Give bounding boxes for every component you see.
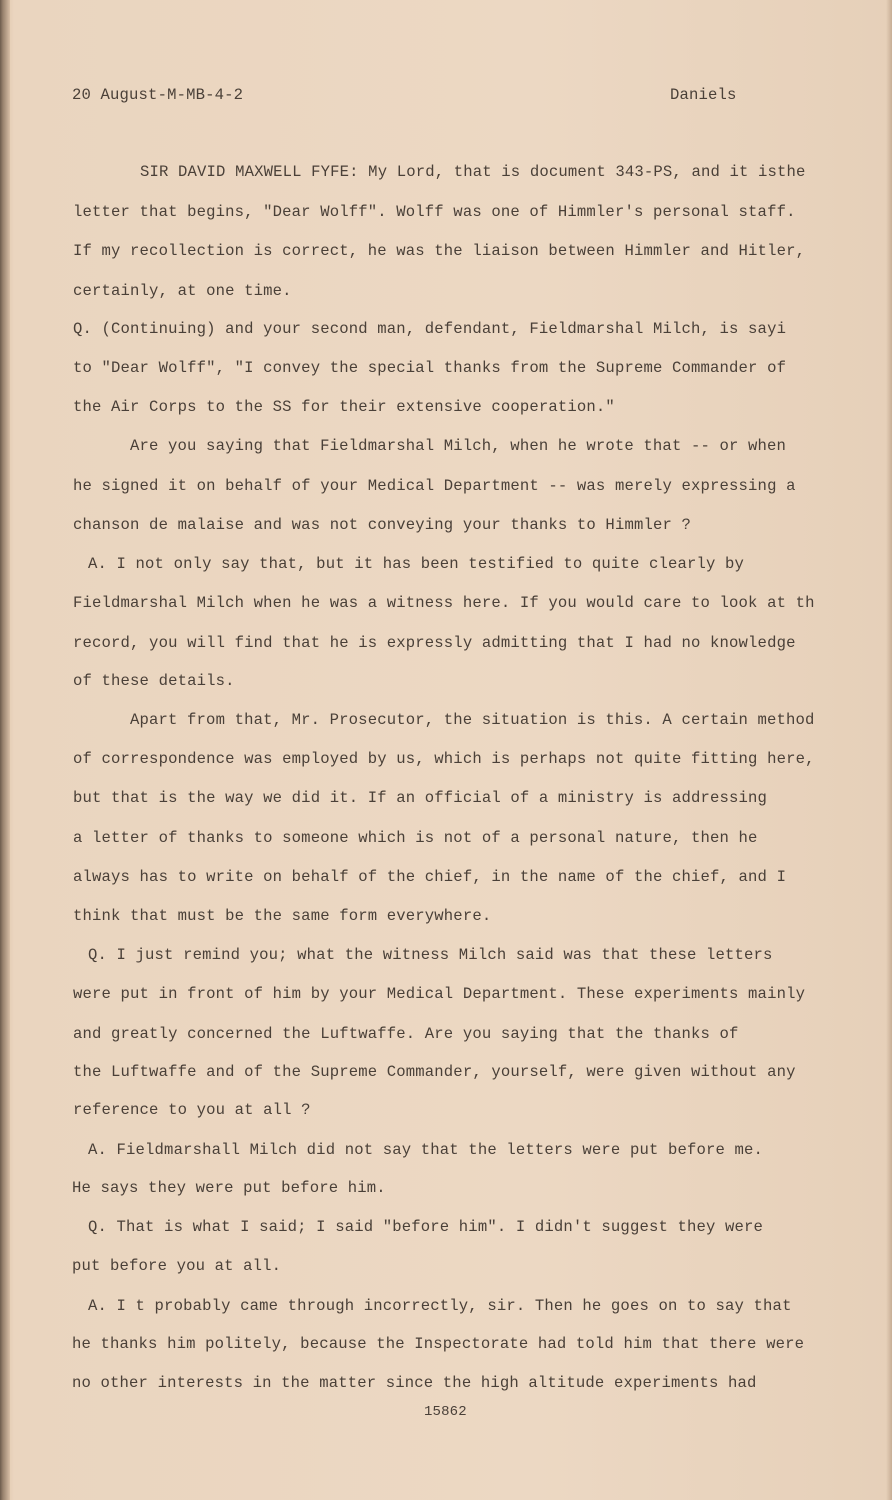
text-line-1: SIR DAVID MAXWELL FYFE: My Lord, that is document 343-PS, and it isthe	[140, 163, 806, 181]
text-line-12: Fieldmarshal Milch when he was a witness here. If you would care to look at th	[73, 594, 815, 612]
text-line-5: Q. (Continuing) and your second man, defendant, Fieldmarshal Milch, is sayi	[73, 320, 787, 338]
text-line-32: no other interests in the matter since the high altitude experiments had	[72, 1374, 757, 1392]
text-line-4: certainly, at one time.	[73, 282, 292, 300]
page-right-edge	[886, 0, 892, 1500]
text-line-10: chanson de malaise and was not conveying your thanks to Himmler ?	[73, 516, 692, 534]
text-line-24: the Luftwaffe and of the Supreme Commander, yourself, were given without any	[73, 1063, 796, 1081]
text-line-7: the Air Corps to the SS for their extensive cooperation."	[73, 398, 615, 416]
page-number: 15862	[424, 1404, 467, 1420]
text-line-28: Q. That is what I said; I said "before him". I didn't suggest they were	[88, 1218, 764, 1236]
text-line-23: and greatly concerned the Luftwaffe. Are you saying that the thanks of	[73, 1025, 739, 1043]
text-line-25: reference to you at all ?	[73, 1101, 311, 1119]
text-line-2: letter that begins, "Dear Wolff". Wolff was one of Himmler's personal staff.	[73, 203, 796, 221]
text-line-29: put before you at all.	[72, 1257, 282, 1275]
page-left-edge	[0, 0, 10, 1500]
text-line-26: A. Fieldmarshall Milch did not say that the letters were put before me.	[88, 1141, 764, 1159]
text-line-16: of correspondence was employed by us, which is perhaps not quite fitting here,	[73, 750, 815, 768]
text-line-22: were put in front of him by your Medical Department. These experiments mainly	[73, 985, 806, 1003]
header-date-code: 20 August-M-MB-4-2	[72, 86, 244, 104]
text-line-18: a letter of thanks to someone which is not of a personal nature, then he	[73, 829, 758, 847]
text-line-9: he signed it on behalf of your Medical Department -- was merely expressing a	[73, 477, 796, 495]
text-line-11: A. I not only say that, but it has been testified to quite clearly by	[88, 555, 745, 573]
text-line-27: He says they were put before him.	[72, 1179, 386, 1197]
text-line-31: he thanks him politely, because the Inspectorate had told him that there were	[72, 1335, 805, 1353]
text-line-8: Are you saying that Fieldmarshal Milch, when he wrote that -- or when	[130, 437, 787, 455]
text-line-14: of these details.	[73, 672, 235, 690]
text-line-13: record, you will find that he is expressly admitting that I had no knowledge	[73, 634, 796, 652]
text-line-19: always has to write on behalf of the chief, in the name of the chief, and I	[73, 868, 787, 886]
text-line-6: to "Dear Wolff", "I convey the special thanks from the Supreme Commander of	[73, 359, 787, 377]
header-name: Daniels	[670, 86, 737, 104]
text-line-20: think that must be the same form everywhere.	[73, 907, 492, 925]
text-line-15: Apart from that, Mr. Prosecutor, the situation is this. A certain method	[130, 711, 815, 729]
text-line-21: Q. I just remind you; what the witness Milch said was that these letters	[88, 946, 773, 964]
text-line-30: A. I t probably came through incorrectly, sir. Then he goes on to say that	[88, 1297, 792, 1315]
text-line-17: but that is the way we did it. If an official of a ministry is addressing	[73, 789, 768, 807]
text-line-3: If my recollection is correct, he was the liaison between Himmler and Hitler,	[73, 242, 806, 260]
